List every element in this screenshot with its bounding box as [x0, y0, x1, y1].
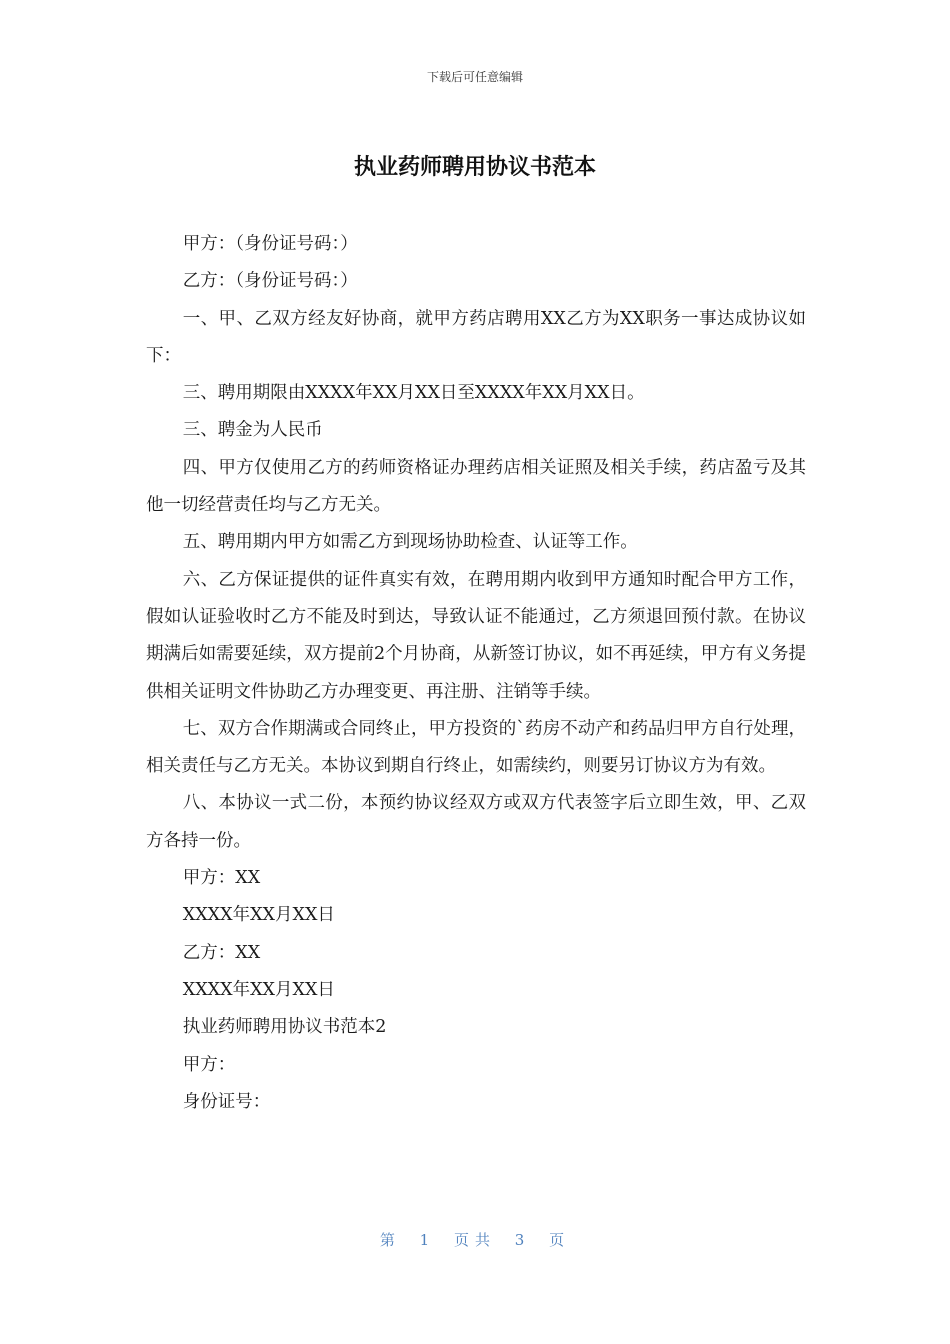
document-body [146, 226, 806, 1121]
paragraph-clause-salary: 三、聘金为人民币 [182, 420, 323, 441]
page-current: 1 [419, 1231, 436, 1249]
paragraph-clause-7: 七、双方合作期满或合同终止，甲方投资的`药房不动产和药品归甲方自行处理，相关责任与乙方无关。本协议到期自行终止，如需续约，则要另订协议方为有效。 [146, 718, 806, 777]
header-note: 下载后可任意编辑 [426, 70, 523, 84]
second-template-heading: 执业药师聘用协议书范本2 [182, 1017, 387, 1038]
page-footer [0, 1229, 950, 1250]
paragraph-clause-6: 六、乙方保证提供的证件真实有效，在聘用期内收到甲方通知时配合甲方工作，假如认证验收时乙方不能及时到达，导致认证不能通过，乙方须退回预付款。在协议期满后如需要延续，双方提前2个月协商，从新签订协议，如不再延续，甲方有义务提供相关证明文件协助乙方办理变更、再注册、注销等手续。 [146, 569, 806, 702]
paragraph-clause-1: 一、甲、乙双方经友好协商，就甲方药店聘用XX乙方为XX职务一事达成协议如下： [146, 308, 806, 366]
paragraph-clause-term: 三、聘用期限由XXXX年XX月XX日至XXXX年XX月XX日。 [182, 383, 645, 404]
page-label-suffix: 页 [549, 1231, 571, 1249]
signature-date-b: XXXX年XX月XX日 [182, 979, 335, 1000]
document-title: 执业药师聘用协议书范本 [353, 155, 596, 180]
paragraph-party-b-id: 乙方：（身份证号码：） [182, 271, 358, 292]
paragraph-party-a-id: 甲方：（身份证号码：） [182, 234, 358, 254]
signature-party-a: 甲方：XX [182, 868, 261, 889]
page-total: 3 [514, 1231, 531, 1249]
paragraph-clause-8: 八、本协议一式二份，本预约协议经双方或双方代表签字后立即生效，甲、乙双方各持一份。 [146, 793, 806, 851]
paragraph-clause-4: 四、甲方仅使用乙方的药师资格证办理药店相关证照及相关手续，药店盈亏及其他一切经营责任均与乙方无关。 [146, 457, 806, 516]
second-party-a: 甲方： [182, 1054, 236, 1075]
paragraph-clause-5: 五、聘用期内甲方如需乙方到现场协助检查、认证等工作。 [182, 532, 638, 553]
page-label-prefix: 第 [379, 1231, 401, 1249]
page-label-mid: 页共 [453, 1231, 496, 1249]
signature-party-b: 乙方：XX [182, 942, 261, 963]
signature-date-a: XXXX年XX月XX日 [182, 905, 335, 926]
second-id-number: 身份证号： [182, 1091, 271, 1112]
